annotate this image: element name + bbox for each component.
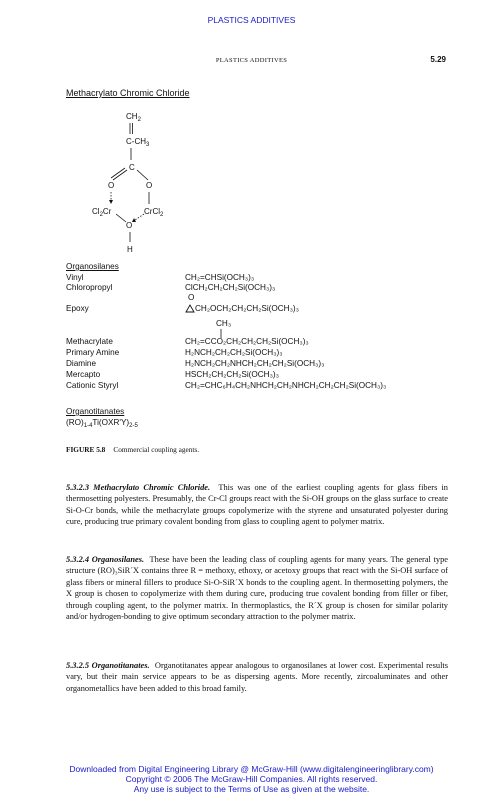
section-paragraph [66,660,448,694]
agent-name: Epoxy [66,304,89,313]
figure-caption [66,445,199,454]
section-text: Organotitanates appear analogous to organosilanes at lower cost. Experimental results vary, but their main service appears to be as dispersing agents. More recently, zircoaluminates and other organometallics have been added to this broad family. [66,661,448,693]
struct-crcl2-right: CrCl$_2$ [144,207,164,218]
document-banner-title: PLASTICS ADDITIVES [207,15,296,25]
struct-o-right: O [146,181,153,190]
organosilanes-heading: Organosilanes [66,262,119,271]
section-paragraph [66,482,448,528]
footer-download-link[interactable]: Downloaded from Digital Engineering Library @ McGraw-Hill (www.digitalengineeringlibrary.com) [69,764,434,774]
epoxy-oxygen-label: O [188,293,195,302]
chemical-structure-diagram [60,110,220,260]
footer-terms-link[interactable]: Any use is subject to the Terms of Use as given at the website. [133,784,370,794]
struct-h: H [127,245,133,254]
methyl-branch-label: CH₃ [216,319,232,328]
section-paragraph [66,554,448,622]
agent-formula: CH₂=CHSi(OCH₃)₃ [185,273,255,282]
agent-formula: CH₂=CCO₂CH₂CH₂CH₂Si(OCH₃)₃ [185,337,309,346]
struct-ch2: $CH_2$ [126,112,141,123]
organotitanates-subscript-1: 1-4 [83,423,93,429]
figure-title: Methacrylato Chromic Chloride [66,88,190,98]
agent-formula: H₂NCH₂CH₂NHCH₂CH₂CH₂Si(OCH₃)₃ [185,359,325,368]
agent-formula: CH₂OCH₂CH₂CH₂Si(OCH₃)₃ [195,304,299,313]
page-number: 5.29 [430,55,446,64]
organotitanates-formula-mid: Ti(OXR'Y) [92,418,130,427]
section-heading: 5.3.2.3 Methacrylato Chromic Chloride. [66,483,211,492]
section-heading: 5.3.2.5 Organotitanates. [66,661,150,670]
agent-formula: H₂NCH₂CH₂CH₂Si(OCH₃)₃ [185,348,283,357]
struct-o-bottom: O [126,221,133,230]
agent-formula: CH₂=CHC₆H₄CH₂NHCH₂CH₂NHCH₂CH₂CH₂Si(OCH₃)₃ [185,381,387,390]
section-text: This was one of the earliest coupling agents for glass fibers in thermosetting polyesters. Presumably, the Cr-Cl groups react with the Si-OH groups on the glass surface to create Si-O-Cr bonds, while the methacrylate groups copolymerize with the styrene and unsaturated polyester during cure, producing true primary covalent bonding from glass to coupling agent to polymer matrix. [66,483,448,527]
caption-label: FIGURE 5.8 [66,445,106,454]
running-header-title: PLASTICS ADDITIVES [215,57,288,64]
agent-formula: ClCH₂CH₂CH₂Si(OCH₃)₃ [185,283,276,292]
agent-name: Vinyl [66,273,84,282]
agent-name: Primary Amine [66,348,120,357]
agent-name: Diamine [66,359,97,368]
agent-name: Chloropropyl [66,283,113,292]
agent-name: Cationic Styryl [66,381,119,390]
struct-c-ch3: $C-CH_3$ [126,137,150,148]
agent-name: Methacrylate [66,337,113,346]
epoxide-ring-icon [185,304,195,314]
organotitanates-formula-part: (RO) [66,418,84,427]
caption-text: Commercial coupling agents. [113,445,200,454]
struct-cl2cr-left: $Cl_2Cr$ [92,207,112,218]
struct-o-left: O [108,181,115,190]
organotitanates-subscript-2: 2-5 [129,423,138,429]
footer-copyright: Copyright © 2006 The McGraw-Hill Companies. All rights reserved. [125,774,378,784]
organotitanates-formula [66,418,138,427]
section-heading: 5.3.2.4 Organosilanes. [66,555,145,564]
agent-name: Mercapto [66,370,101,379]
footer-notice [0,764,503,794]
section-text: These have been the leading class of coupling agents for many years. The general type structure (RO)₃SiR´X contains three R = methoxy, ethoxy, or acetoxy groups that react with the Si-OH surface of glass fibers or mineral fillers to produce Si-O-SiR´X bonds to the coupling agent. In thermosetting polymers, the X group is chosen to copolymerize with them during cure, producing true covalent bonding from filler or fiber, through coupling agent, to the polymer matrix. In thermoplastics, the R´X group is chosen for similar polarity and/or hydrogen-bonding to give optimum secondary attraction to the polymer matrix. [66,555,449,622]
organotitanates-heading: Organotitanates [66,407,125,416]
struct-c: C [129,163,135,172]
agent-formula: HSCH₂CH₂CH₂Si(OCH₃)₃ [185,370,279,379]
